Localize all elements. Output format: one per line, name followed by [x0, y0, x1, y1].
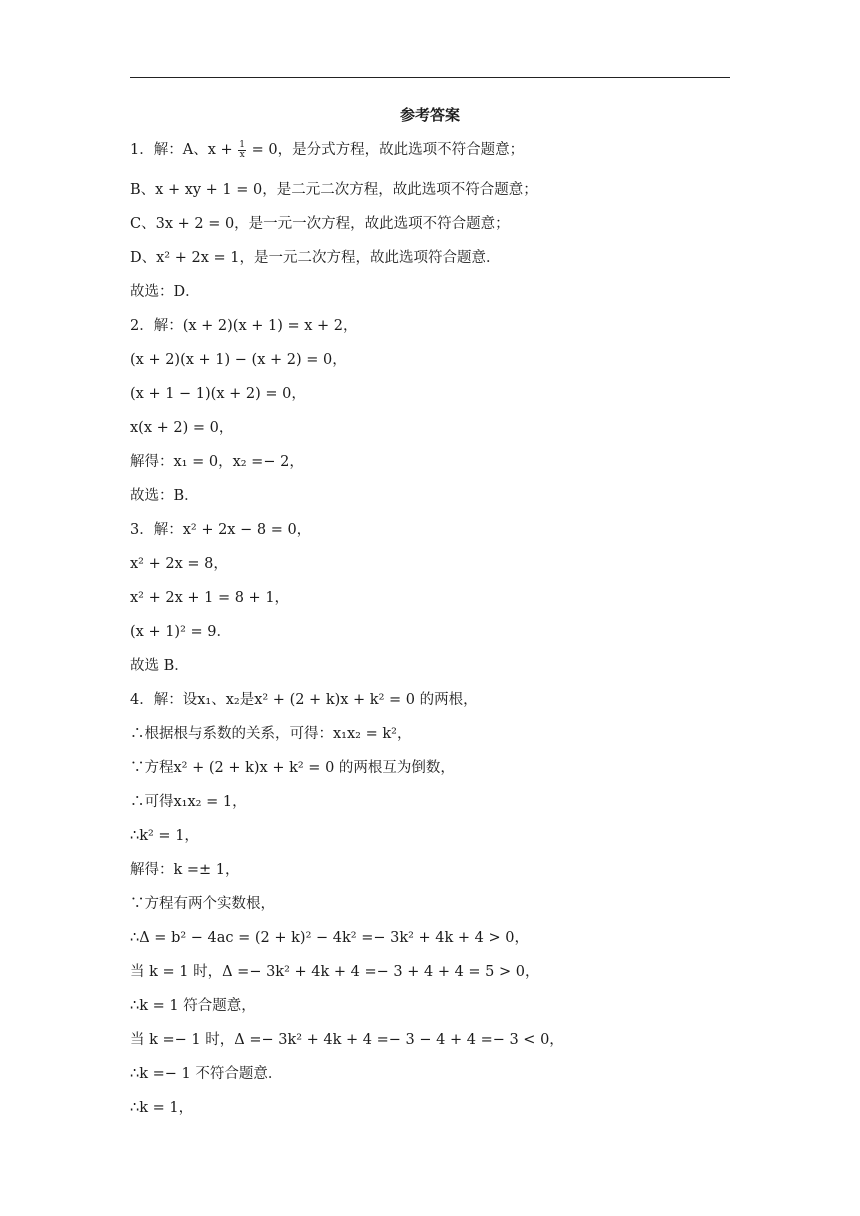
- answer-line: x(x + 2) = 0，: [130, 420, 234, 436]
- answer-line: ∴k =− 1 不符合题意．: [130, 1066, 283, 1082]
- answer-line: 解得：k =± 1，: [130, 862, 240, 878]
- line-math: x +: [207, 142, 238, 158]
- answer-line: (x + 1)² = 9．: [130, 624, 231, 640]
- answer-line: ∵方程有两个实数根，: [130, 896, 275, 912]
- answer-line: 4．解：设x₁、x₂是x² + (2 + k)x + k² = 0 的两根，: [130, 692, 478, 708]
- answer-line: D、x² + 2x = 1，是一元二次方程，故此选项符合题意．: [130, 250, 501, 266]
- answer-line: x² + 2x + 1 = 8 + 1，: [130, 590, 290, 606]
- answer-line: B、x + xy + 1 = 0，是二元二次方程，故此选项不符合题意；: [130, 182, 538, 198]
- answer-line: ∴k² = 1，: [130, 828, 199, 844]
- page-title: 参考答案: [399, 106, 460, 124]
- answer-line: 故选 B．: [130, 658, 189, 674]
- answer-line: 解得：x₁ = 0，x₂ =− 2，: [130, 454, 304, 470]
- answer-line: ∴k = 1 符合题意，: [130, 998, 256, 1014]
- header-rule: [130, 77, 730, 78]
- fraction-numerator: 1: [239, 139, 245, 150]
- answer-line: 故选：B．: [130, 488, 199, 504]
- fraction: [238, 141, 246, 160]
- answer-line: ∴可得x₁x₂ = 1，: [130, 794, 247, 810]
- answer-line: ∴Δ = b² − 4ac = (2 + k)² − 4k² =− 3k² + 4k + 4 > 0，: [130, 930, 529, 946]
- answer-line: ∵方程x² + (2 + k)x + k² = 0 的两根互为倒数，: [130, 760, 455, 776]
- answer-line: 当 k = 1 时，Δ =− 3k² + 4k + 4 =− 3 + 4 + 4 = 5 > 0，: [130, 964, 540, 980]
- line-suffix: = 0，是分式方程，故此选项不符合题意；: [246, 142, 525, 158]
- line-prefix: 1．解：A、: [130, 142, 208, 158]
- answer-line: C、3x + 2 = 0，是一元一次方程，故此选项不符合题意；: [130, 216, 510, 232]
- answer-line: (x + 1 − 1)(x + 2) = 0，: [130, 386, 306, 402]
- answer-line: x² + 2x = 8，: [130, 556, 228, 572]
- answer-line: (x + 2)(x + 1) − (x + 2) = 0，: [130, 352, 347, 368]
- answer-line: 2．解：(x + 2)(x + 1) = x + 2，: [130, 318, 358, 334]
- answer-line: ∴k = 1，: [130, 1100, 194, 1116]
- fraction-denominator: x: [239, 149, 245, 160]
- answer-line: 当 k =− 1 时，Δ =− 3k² + 4k + 4 =− 3 − 4 + 4 =− 3 < 0，: [130, 1032, 564, 1048]
- answer-line: ∴根据根与系数的关系，可得：x₁x₂ = k²，: [130, 726, 412, 742]
- answer-line: [130, 140, 524, 160]
- answer-line: 故选：D．: [130, 284, 200, 300]
- answer-line: 3．解：x² + 2x − 8 = 0，: [130, 522, 312, 538]
